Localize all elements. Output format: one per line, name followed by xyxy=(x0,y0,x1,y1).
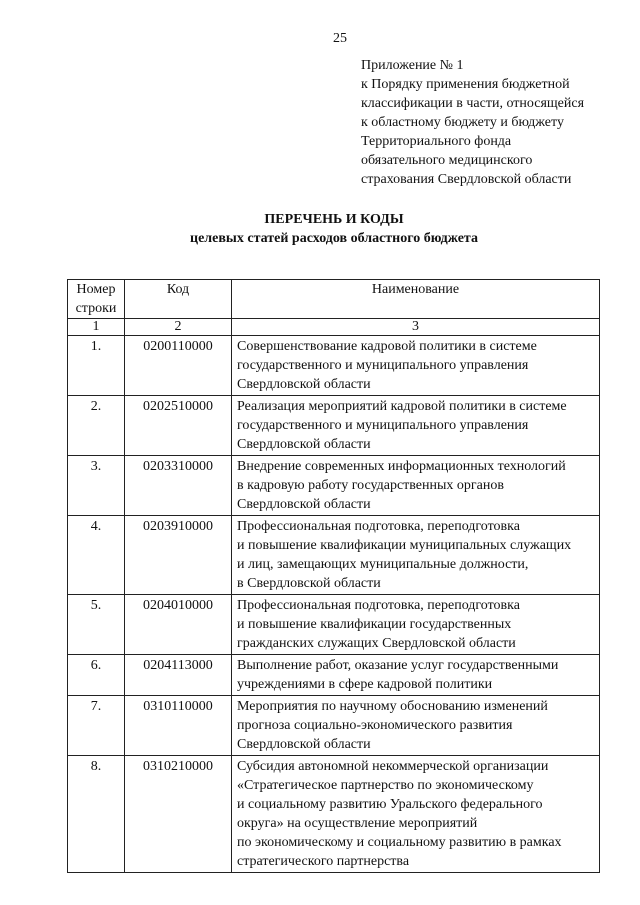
row-name-line: гражданских служащих Свердловской области xyxy=(237,636,516,651)
row-name-line: государственного и муниципального управления xyxy=(237,358,529,373)
row-code: 0310210000 xyxy=(125,756,232,873)
row-name-line: и повышение квалификации государственных xyxy=(237,617,512,632)
row-name-line: Внедрение современных информационных технологий xyxy=(237,459,566,474)
row-name-line: «Стратегическое партнерство по экономическому xyxy=(237,778,534,793)
row-name-line: в кадровую работу государственных органов xyxy=(237,478,504,493)
table-row xyxy=(68,696,600,756)
header-number-line2: строки xyxy=(75,301,117,316)
row-code: 0203310000 xyxy=(125,456,232,516)
row-number: 3. xyxy=(68,456,125,516)
row-name xyxy=(232,595,600,655)
row-name-line: округа» на осуществление мероприятий xyxy=(237,816,478,831)
row-code: 0200110000 xyxy=(125,336,232,396)
header-code: Код xyxy=(125,280,232,319)
row-name-line: Реализация мероприятий кадровой политики в системе xyxy=(237,399,567,414)
row-code: 0202510000 xyxy=(125,396,232,456)
row-name xyxy=(232,655,600,696)
row-name-line: Свердловской области xyxy=(237,737,371,752)
row-number: 1. xyxy=(68,336,125,396)
document-title xyxy=(0,210,640,248)
row-name-line: Свердловской области xyxy=(237,497,371,512)
codes-table xyxy=(67,279,600,873)
header-name: Наименование xyxy=(232,280,600,319)
column-index: 3 xyxy=(232,319,600,336)
appendix-line: к областному бюджету и бюджету xyxy=(361,115,564,130)
row-name-line: Выполнение работ, оказание услуг государственными xyxy=(237,658,559,673)
row-number: 4. xyxy=(68,516,125,595)
page-number: 25 xyxy=(333,31,347,46)
appendix-line: страхования Свердловской области xyxy=(361,172,572,187)
column-index: 1 xyxy=(68,319,125,336)
appendix-note xyxy=(361,56,584,189)
row-code: 0204113000 xyxy=(125,655,232,696)
row-code: 0203910000 xyxy=(125,516,232,595)
row-name xyxy=(232,336,600,396)
row-name-line: Субсидия автономной некоммерческой организации xyxy=(237,759,549,774)
table-row xyxy=(68,396,600,456)
column-index-row xyxy=(68,319,600,336)
row-name-line: Свердловской области xyxy=(237,377,371,392)
row-name-line: Профессиональная подготовка, переподготовка xyxy=(237,519,520,534)
row-number: 5. xyxy=(68,595,125,655)
row-name xyxy=(232,756,600,873)
row-name-line: стратегического партнерства xyxy=(237,854,410,869)
row-name-line: Совершенствование кадровой политики в системе xyxy=(237,339,537,354)
row-name xyxy=(232,456,600,516)
row-name-line: учреждениями в сфере кадровой политики xyxy=(237,677,493,692)
appendix-line: обязательного медицинского xyxy=(361,153,533,168)
appendix-line: к Порядку применения бюджетной xyxy=(361,77,570,92)
table-header-row xyxy=(68,280,600,319)
row-number: 7. xyxy=(68,696,125,756)
appendix-line: классификации в части, относящейся xyxy=(361,96,585,111)
table-row xyxy=(68,595,600,655)
row-number: 8. xyxy=(68,756,125,873)
header-number xyxy=(68,280,125,319)
row-name-line: Мероприятия по научному обоснованию изменений xyxy=(237,699,548,714)
row-number: 2. xyxy=(68,396,125,456)
appendix-line: Территориального фонда xyxy=(361,134,512,149)
table-row xyxy=(68,655,600,696)
table-row xyxy=(68,756,600,873)
row-code: 0310110000 xyxy=(125,696,232,756)
row-name-line: Профессиональная подготовка, переподготовка xyxy=(237,598,520,613)
row-name-line: по экономическому и социальному развитию в рамках xyxy=(237,835,562,850)
title-sub: целевых статей расходов областного бюджета xyxy=(190,231,478,246)
row-name xyxy=(232,396,600,456)
appendix-line: Приложение № 1 xyxy=(361,58,464,73)
row-name-line: и повышение квалификации муниципальных служащих xyxy=(237,538,572,553)
title-main: ПЕРЕЧЕНЬ И КОДЫ xyxy=(264,212,404,227)
row-name-line: государственного и муниципального управления xyxy=(237,418,529,433)
table-row xyxy=(68,516,600,595)
row-name-line: в Свердловской области xyxy=(237,576,381,591)
header-number-line1: Номер xyxy=(76,282,116,297)
row-name-line: и социальному развитию Уральского федерального xyxy=(237,797,543,812)
row-name-line: прогноза социально-экономического развития xyxy=(237,718,513,733)
table-row xyxy=(68,456,600,516)
row-name xyxy=(232,696,600,756)
row-name xyxy=(232,516,600,595)
table-row xyxy=(68,336,600,396)
table-body xyxy=(68,336,600,873)
row-name-line: и лиц, замещающих муниципальные должности, xyxy=(237,557,529,572)
row-code: 0204010000 xyxy=(125,595,232,655)
column-index: 2 xyxy=(125,319,232,336)
row-number: 6. xyxy=(68,655,125,696)
row-name-line: Свердловской области xyxy=(237,437,371,452)
